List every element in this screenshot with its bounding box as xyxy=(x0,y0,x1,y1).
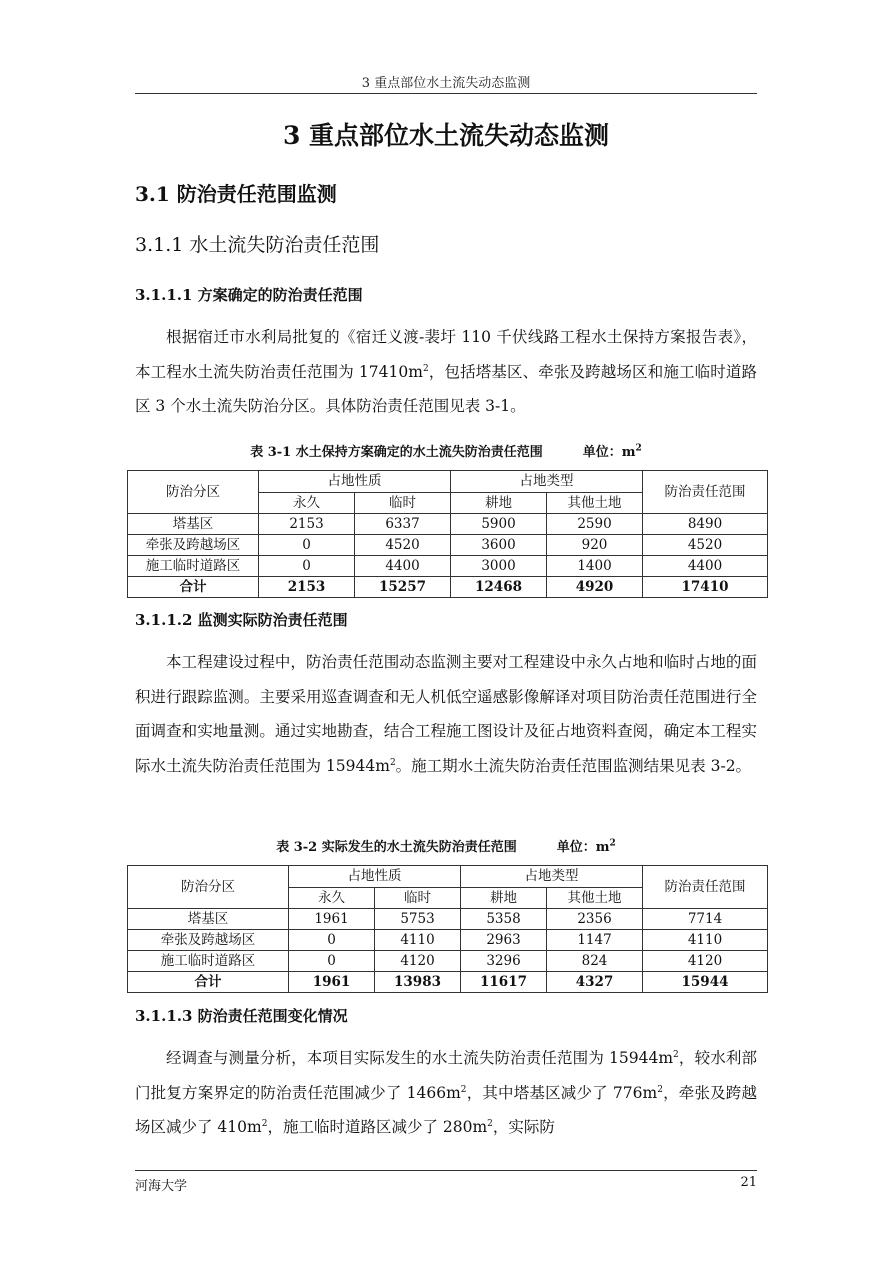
header-temporary: 临时 xyxy=(355,492,451,514)
table-3-1-caption: 表 3-1 水土保持方案确定的水土流失防治责任范围 单位：$m^2$ xyxy=(250,443,642,460)
table-cell: 2590 xyxy=(547,514,643,535)
table-row xyxy=(128,951,768,972)
paragraph-scope-change: 经调查与测量分析，本项目实际发生的水土流失防治责任范围为 $15944m^2$，较水利部门批复方案界定的防治责任范围减少了 $1466m^2$，其中塔基区减少了 $776m^2$，牵张及跨越场区减少了 $410m^2$，施工临时道路区减少了 $280m^2$，实际防 xyxy=(135,1049,757,1136)
header-scope: 防治责任范围 xyxy=(643,866,768,909)
table-cell: 12468 xyxy=(451,577,547,598)
heading-3-1-1-2: 3.1.1.2 监测实际防治责任范围 xyxy=(135,611,348,629)
table-row xyxy=(128,535,768,556)
paragraph-plan-scope: 根据宿迁市水利局批复的《宿迁义渡-裴圩 110 千伏线路工程水土保持方案报告表》，本工程水土流失防治责任范围为 $17410m^2$，包括塔基区、牵张及跨越场区和施工临时道路区 3 个水土流失防治分区。具体防治责任范围见表 3-1。 xyxy=(135,328,757,415)
table-cell: 6337 xyxy=(355,514,451,535)
table-cell: 1961 xyxy=(289,909,375,930)
table-cell: 4110 xyxy=(375,930,461,951)
table-cell: 13983 xyxy=(375,972,461,993)
table-cell: 合计 xyxy=(128,577,259,598)
table-3-1 xyxy=(127,470,768,598)
table-row xyxy=(128,556,768,577)
table-cell: 0 xyxy=(259,535,355,556)
table-3-2-caption: 表 3-2 实际发生的水土流失防治责任范围 单位：$m^2$ xyxy=(276,838,616,855)
table-cell: 8490 xyxy=(643,514,768,535)
header-temporary: 临时 xyxy=(375,887,461,909)
table-cell: 4520 xyxy=(643,535,768,556)
paragraph-actual-scope: 本工程建设过程中，防治责任范围动态监测主要对工程建设中永久占地和临时占地的面积进行跟踪监测。主要采用巡查调查和无人机低空遥感影像解译对项目防治责任范围进行全面调查和实地量测。通过实地勘查，结合工程施工图设计及征占地资料查阅，确定本工程实际水土流失防治责任范围为 $15944m^2$。施工期水土流失防治责任范围监测结果见表 3-2。 xyxy=(135,653,757,775)
footer-institution: 河海大学 xyxy=(135,1179,188,1194)
table-row xyxy=(128,909,768,930)
table-cell: 4120 xyxy=(643,951,768,972)
table-cell: 2153 xyxy=(259,514,355,535)
footer-rule xyxy=(135,1170,757,1171)
table-cell: 4110 xyxy=(643,930,768,951)
running-header: 3 重点部位水土流失动态监测 xyxy=(361,76,531,91)
table-cell: 5753 xyxy=(375,909,461,930)
header-other-land: 其他土地 xyxy=(547,492,643,514)
header-zone: 防治分区 xyxy=(128,866,289,909)
header-nature: 占地性质 xyxy=(289,866,461,888)
table-cell: 0 xyxy=(289,951,375,972)
table-cell: 2356 xyxy=(547,909,643,930)
table-cell: 5900 xyxy=(451,514,547,535)
header-zone: 防治分区 xyxy=(128,471,259,514)
table-cell: 3000 xyxy=(451,556,547,577)
table-cell: 施工临时道路区 xyxy=(128,556,259,577)
table-cell: 0 xyxy=(289,930,375,951)
table-cell: 7714 xyxy=(643,909,768,930)
header-type: 占地类型 xyxy=(461,866,643,888)
table-cell: 塔基区 xyxy=(128,909,289,930)
table-total-row xyxy=(128,577,768,598)
table-cell: 15257 xyxy=(355,577,451,598)
table-cell: 0 xyxy=(259,556,355,577)
chapter-title: 3 重点部位水土流失动态监测 xyxy=(282,121,610,150)
table-row xyxy=(128,930,768,951)
table-cell: 4120 xyxy=(375,951,461,972)
header-rule xyxy=(135,93,757,94)
table-cell: 塔基区 xyxy=(128,514,259,535)
table-cell: 牵张及跨越场区 xyxy=(128,930,289,951)
table-cell: 1147 xyxy=(547,930,643,951)
table-cell: 施工临时道路区 xyxy=(128,951,289,972)
table-cell: 3296 xyxy=(461,951,547,972)
table-cell: 2153 xyxy=(259,577,355,598)
header-permanent: 永久 xyxy=(259,492,355,514)
table-cell: 4327 xyxy=(547,972,643,993)
table-cell: 2963 xyxy=(461,930,547,951)
table-cell: 4520 xyxy=(355,535,451,556)
page-number: 21 xyxy=(740,1175,757,1190)
header-scope: 防治责任范围 xyxy=(643,471,768,514)
table-cell: 1400 xyxy=(547,556,643,577)
header-farmland: 耕地 xyxy=(461,887,547,909)
header-nature: 占地性质 xyxy=(259,471,451,493)
table-cell: 920 xyxy=(547,535,643,556)
heading-3-1-1-3: 3.1.1.3 防治责任范围变化情况 xyxy=(135,1007,348,1025)
table-cell: 4400 xyxy=(643,556,768,577)
table-cell: 合计 xyxy=(128,972,289,993)
table-cell: 3600 xyxy=(451,535,547,556)
table-row xyxy=(128,514,768,535)
header-farmland: 耕地 xyxy=(451,492,547,514)
table-cell: 4920 xyxy=(547,577,643,598)
header-permanent: 永久 xyxy=(289,887,375,909)
table-cell: 1961 xyxy=(289,972,375,993)
heading-3-1-1-1: 3.1.1.1 方案确定的防治责任范围 xyxy=(135,286,363,304)
table-cell: 11617 xyxy=(461,972,547,993)
table-cell: 15944 xyxy=(643,972,768,993)
table-cell: 牵张及跨越场区 xyxy=(128,535,259,556)
table-cell: 5358 xyxy=(461,909,547,930)
table-total-row xyxy=(128,972,768,993)
table-cell: 824 xyxy=(547,951,643,972)
header-other-land: 其他土地 xyxy=(547,887,643,909)
table-3-2 xyxy=(127,865,768,993)
section-heading: 3.1 防治责任范围监测 xyxy=(135,182,337,206)
subsection-heading: 3.1.1 水土流失防治责任范围 xyxy=(135,234,380,256)
table-cell: 4400 xyxy=(355,556,451,577)
table-cell: 17410 xyxy=(643,577,768,598)
header-type: 占地类型 xyxy=(451,471,643,493)
